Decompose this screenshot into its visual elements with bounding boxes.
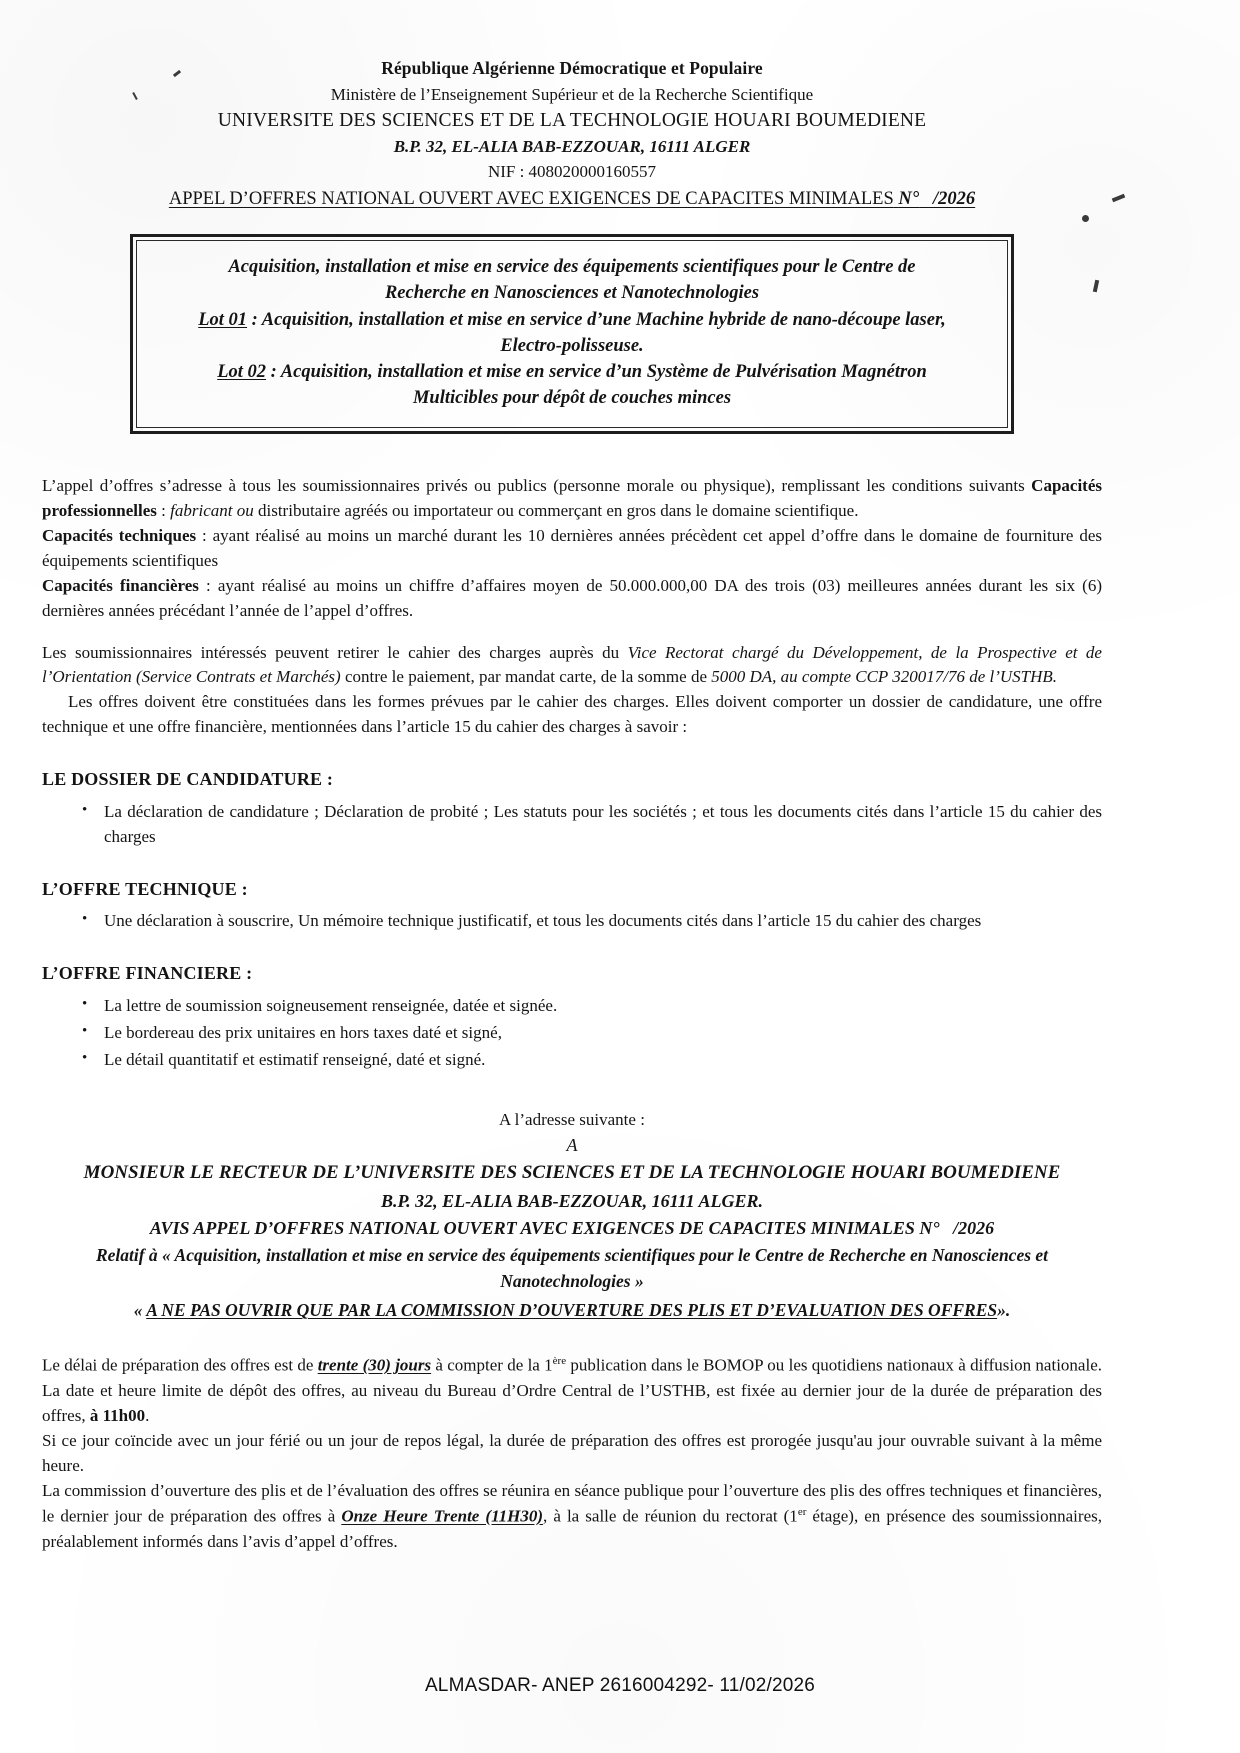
object-line-1: Acquisition, installation et mise en service des équipements scientifiques pour le Centre de: [228, 257, 916, 277]
financial-capacity-label: Capacités financières: [42, 575, 199, 595]
header-university: UNIVERSITE DES SCIENCES ET DE LA TECHNOLOGIE HOUARI BOUMEDIENE: [217, 110, 927, 131]
deposit-time: à 11h00: [89, 1406, 146, 1426]
header-republic: République Algérienne Démocratique et Populaire: [381, 58, 763, 78]
page-title-year: /2026: [933, 189, 976, 209]
eligibility-text-c: distributaire agréés ou importateur ou commerçant en gros dans le domaine scientifique.: [253, 500, 859, 520]
address-intro: A l’adresse suivante :: [499, 1109, 645, 1129]
address-tender-year: /2026: [953, 1217, 995, 1238]
lot-02: [157, 359, 987, 385]
document-body: [42, 474, 1102, 1555]
object-line-2: Recherche en Nanosciences et Nanotechnologies: [384, 283, 760, 304]
list-financial-offer: [42, 994, 1102, 1073]
page-footer: ALMASDAR- ANEP 2616004292- 11/02/2026: [424, 1675, 816, 1696]
paragraph-withdrawal: [42, 641, 1102, 691]
paragraph-eligibility: [42, 474, 1102, 524]
lot-01: [157, 307, 987, 333]
section-heading-technical-offer: L’OFFRE TECHNIQUE :: [42, 878, 248, 899]
financial-capacity-text: : ayant réalisé au moins un chiffre d’affaires moyen de 50.000.000,00 DA des trois (03) meilleures années durant les six (6) dernières années précédant l’année de l’appel d’offres.: [42, 575, 1102, 620]
address-recipient: MONSIEUR LE RECTEUR DE L’UNIVERSITE DES SCIENCES ET DE LA TECHNOLOGIE HOUARI BOUMEDIENE: [83, 1162, 1061, 1184]
list-item: • La lettre de soumission soigneusement renseignée, datée et signée.: [104, 994, 1102, 1019]
lot-01-label: Lot 01: [198, 309, 248, 330]
address-tender-title: [42, 1215, 1102, 1242]
delay-text-a: Le délai de préparation des offres est de: [42, 1356, 318, 1376]
opening-time: Onze Heure Trente (11H30): [341, 1506, 544, 1526]
page-title-number-label: N°: [898, 189, 920, 209]
lot-02-text: : Acquisition, installation et mise en service d’un Système de Pulvérisation Magnétron: [266, 362, 927, 383]
lot-02-text-2: Multicibles pour dépôt de couches minces: [412, 388, 732, 409]
list-technical-offer: [42, 909, 1102, 934]
withdrawal-payment-account: 5000 DA, au compte CCP 320017/76 de l’USTHB.: [711, 667, 1058, 687]
notice-quote-open: «: [133, 1300, 147, 1321]
floor-ordinal-suffix: er: [797, 1506, 807, 1519]
address-do-not-open-notice: [42, 1297, 1102, 1323]
list-item: • Le bordereau des prix unitaires en hors taxes daté et signé,: [104, 1021, 1102, 1046]
withdrawal-text-a: Les soumissionnaires intéressés peuvent retirer le cahier des charges auprès du: [42, 642, 628, 662]
scan-artifact: [1112, 194, 1126, 203]
document-header: [42, 58, 1102, 210]
paragraph-opening-session: [42, 1479, 1102, 1555]
header-address: B.P. 32, EL-ALIA BAB-EZZOUAR, 16111 ALGER: [393, 137, 751, 156]
professional-capacity-label: Capacités professionnelles: [42, 475, 1102, 520]
paragraph-holiday-rule: Si ce jour coïncide avec un jour férié ou un jour de repos légal, la durée de préparation des offres est prorogée jusqu'au jour ouvrable suivant à la même heure.: [42, 1431, 1102, 1476]
opening-text-c: étage), en présence des soumissionnaires, préalablement informés dans l’avis d’appel d’offres.: [42, 1506, 1102, 1551]
technical-capacity-text: : ayant réalisé au moins un marché durant les 10 dernières années précèdent cet appel d’offre dans le domaine de fourniture des équipements scientifiques: [42, 525, 1102, 570]
section-heading-financial-offer: L’OFFRE FINANCIERE :: [42, 963, 253, 984]
section-heading-candidature: LE DOSSIER DE CANDIDATURE :: [42, 769, 334, 790]
paragraph-financial-capacity: [42, 574, 1102, 624]
list-item: • La déclaration de candidature ; Déclaration de probité ; Les statuts pour les sociétés ; et tous les documents cités dans l’article 15 du cahier des charges: [104, 800, 1102, 850]
lot-01-text: : Acquisition, installation et mise en service d’une Machine hybride de nano-découpe laser,: [247, 309, 946, 330]
withdrawal-office: Vice Rectorat chargé du Développement, de la Prospective et de l’Orientation (Service Contrats et Marchés): [42, 642, 1102, 687]
address-postal: B.P. 32, EL-ALIA BAB-EZZOUAR, 16111 ALGER.: [380, 1190, 764, 1211]
opening-text-b: , à la salle de réunion du rectorat (1: [543, 1506, 798, 1526]
deadline-block: [42, 1353, 1102, 1554]
submission-address-block: [42, 1107, 1102, 1324]
eligibility-text-a: L’appel d’offres s’adresse à tous les soumissionnaires privés ou publics (personne morale ou physique), remplissant les conditions suivants: [42, 475, 1032, 495]
list-item: • Le détail quantitatif et estimatif renseigné, daté et signé.: [104, 1048, 1102, 1073]
withdrawal-text-b: contre le paiement, par mandat carte, de la somme de: [340, 667, 712, 687]
address-tender-title-text: AVIS APPEL D’OFFRES NATIONAL OUVERT AVEC EXIGENCES DE CAPACITES MINIMALES N°: [149, 1217, 940, 1238]
delay-text-c: publication dans le BOMOP ou les quotidiens nationaux à diffusion nationale. La date et heure limite de dépôt des offres, au niveau du Bureau d’Ordre Central de l’USTHB, est fixée au dernier jour de la durée de préparation des offres,: [42, 1356, 1102, 1426]
address-a-letter: A: [566, 1135, 578, 1156]
technical-capacity-label: Capacités techniques: [42, 525, 197, 545]
opening-text-a: La commission d’ouverture des plis et de l’évaluation des offres se réunira en séance publique pour l’ouverture des plis des offres techniques et financières, le dernier jour de préparation des offres à: [42, 1481, 1102, 1526]
lot-02-label: Lot 02: [217, 362, 267, 383]
address-object-1: Relatif à « Acquisition, installation et mise en service des équipements scientifiques pour le Centre de Recherche en Nanosciences et: [95, 1244, 1049, 1265]
paragraph-technical-capacity: [42, 524, 1102, 574]
notice-quote-close: ».: [997, 1300, 1011, 1321]
page-title: [42, 189, 1102, 210]
address-object-2: Nanotechnologies »: [500, 1270, 644, 1291]
tender-object-box: [130, 234, 1014, 434]
paragraph-offer-composition: Les offres doivent être constituées dans les formes prévues par le cahier des charges. Elles doivent comporter un dossier de candidature, une offre technique et une offre financière, mentionnées dans l’article 15 du cahier des charges à savoir :: [42, 692, 1102, 737]
eligibility-sep: :: [156, 500, 171, 520]
paragraph-preparation-delay: [42, 1353, 1102, 1429]
delay-text-b: à compter de la 1: [431, 1356, 553, 1376]
notice-text: A NE PAS OUVRIR QUE PAR LA COMMISSION D’OUVERTURE DES PLIS ET D’EVALUATION DES OFFRES: [146, 1300, 998, 1321]
list-candidature: [42, 800, 1102, 850]
lot-01-text-2: Electro-polisseuse.: [500, 335, 644, 356]
delay-duration: trente (30) jours: [317, 1356, 432, 1376]
header-nif: NIF : 408020000160557: [487, 162, 657, 181]
header-ministry: Ministère de l’Enseignement Supérieur et de la Recherche Scientifique: [330, 85, 814, 104]
delay-text-d: .: [145, 1406, 150, 1426]
page-title-text: APPEL D’OFFRES NATIONAL OUVERT AVEC EXIGENCES DE CAPACITES MINIMALES: [168, 189, 894, 209]
list-item: • Une déclaration à souscrire, Un mémoire technique justificatif, et tous les documents cités dans l’article 15 du cahier des charges: [104, 909, 1102, 934]
delay-ordinal-suffix: ère: [552, 1355, 567, 1368]
eligibility-italic: fabricant ou: [170, 500, 254, 520]
